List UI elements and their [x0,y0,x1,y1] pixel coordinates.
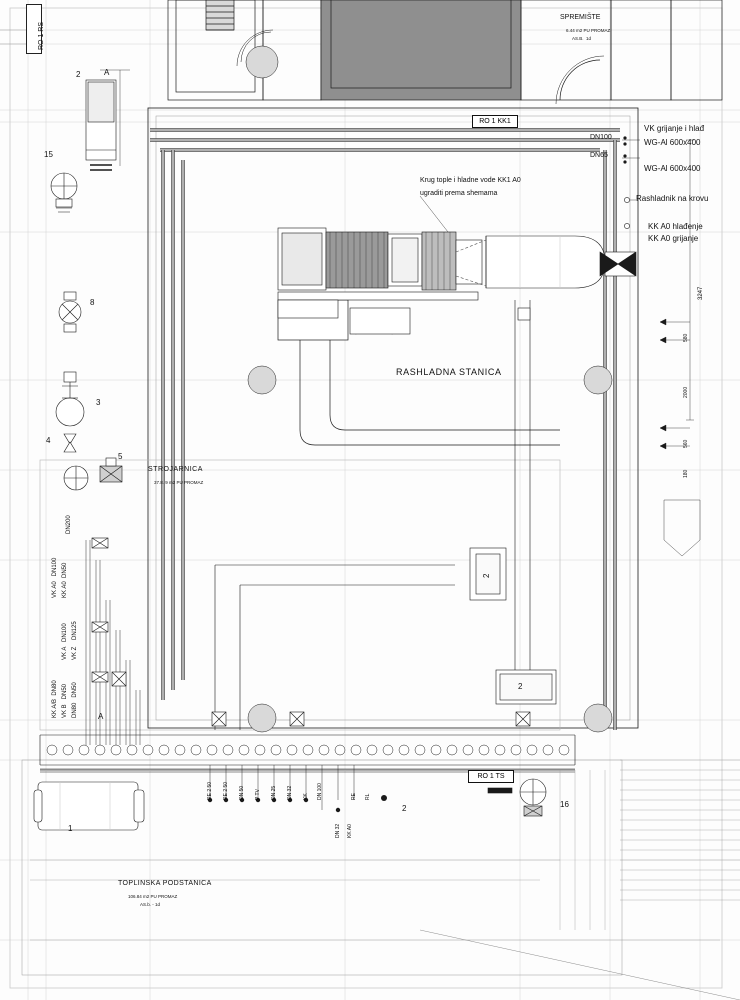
bottom-label-kk: KK [303,793,309,800]
left-label-dn200: DN200 [66,515,72,534]
bottom-label-re: RE [351,793,357,800]
item-number-2-top: 2 [76,70,81,79]
dimension-3247: 3247 [698,286,704,300]
room-strojarnica-name: STROJARNICA [148,466,203,473]
duct-label-wg-al-1: WG-Al 600x400 [644,138,701,147]
room-toplinska-podstanica-sub2: AS.b. - 1d [140,902,161,907]
bottom-label-dn32: DN 32 [287,785,293,800]
left-label-dn80-dn50: DN80 DN50 [72,682,78,718]
bottom-label-dn50: DN 50 [239,785,245,800]
room-toplinska-podstanica-sub1: 106.84 m2 PU PROMAZ [128,894,178,899]
left-label-vk-a: VK A DN100 [62,623,68,660]
left-label-kk-a0: KK A0 DN50 [62,562,68,598]
left-label-kk-ab: KK A/B DN80 [52,680,58,718]
duct-label-rashladnik-na-krovu: Rashladnik na krovu [636,194,709,203]
note-line1: Krug tople i hladne vode KK1 A0 [420,177,521,184]
dimension-2000: 2000 [683,386,689,398]
note-line2: ugraditi prema shemama [420,190,498,197]
room-spremiste-sub2: AS.B. 1d [572,36,592,41]
room-toplinska-podstanica-name: TOPLINSKA PODSTANICA [118,880,212,887]
dimension-580: 580 [683,333,689,342]
room-rashladna-stanica-name: RASHLADNA STANICA [396,367,502,377]
bottom-label-kk-a0: KK A0 [347,824,353,838]
bottom-label-dn25: DN 25 [271,785,277,800]
left-label-vk-b: VK B DN50 [62,683,68,718]
dimension-180: 180 [683,469,689,478]
bottom-label-ptv: P TV [255,789,261,800]
pipe-label-dn100: DN100 [590,134,612,141]
sheet-tag-ro-rs-label: RO 1 RS [38,21,45,50]
item-number-1: 1 [68,824,73,833]
item-number-15: 15 [44,150,53,159]
item-number-5: 5 [118,452,123,461]
bottom-label-dn100: DN 100 [317,783,323,800]
item-number-16: 16 [560,800,569,809]
item-number-8: 8 [90,298,95,307]
dimension-560: 560 [683,439,689,448]
bottom-label-re250-a: RE 2 50 [207,781,213,800]
item-number-2-box: 2 [518,682,523,691]
room-strojarnica-sub1: 37.8. 9 m2 PU PROMAZ [154,480,204,485]
duct-label-vk-grijanje: VK grijanje i hlađ [644,124,705,133]
item-letter-a-bottom: A [98,712,104,721]
duct-label-kk-a0-grijanje: KK A0 grijanje [648,234,699,243]
bottom-label-re250-b: RE 2 50 [223,781,229,800]
item-number-2-mid: 2 [482,573,491,578]
item-number-2-bottom: 2 [402,804,407,813]
bottom-label-rl: RL [365,793,371,800]
left-label-vk-a0: VK A0 DN100 [52,557,58,598]
item-letter-a-top: A [104,68,110,77]
tag-ro-kk1: RO 1 KK1 [472,115,518,128]
room-spremiste-name: SPREMIŠTE [560,14,601,21]
duct-label-wg-al-2: WG-Al 600x400 [644,164,701,173]
tag-ro-ts: RO 1 TS [468,770,514,783]
pipe-label-dn65: DN65 [590,152,608,159]
item-number-4: 4 [46,436,51,445]
room-spremiste-sub1: 6.44 m2 PU PROMAZ [566,28,611,33]
left-label-vk-z: VK Z DN125 [72,621,78,660]
duct-label-kk-a0-hladenje: KK A0 hlađenje [648,222,703,231]
item-number-3: 3 [96,398,101,407]
bottom-label-dn32-b: DN 32 [335,823,341,838]
